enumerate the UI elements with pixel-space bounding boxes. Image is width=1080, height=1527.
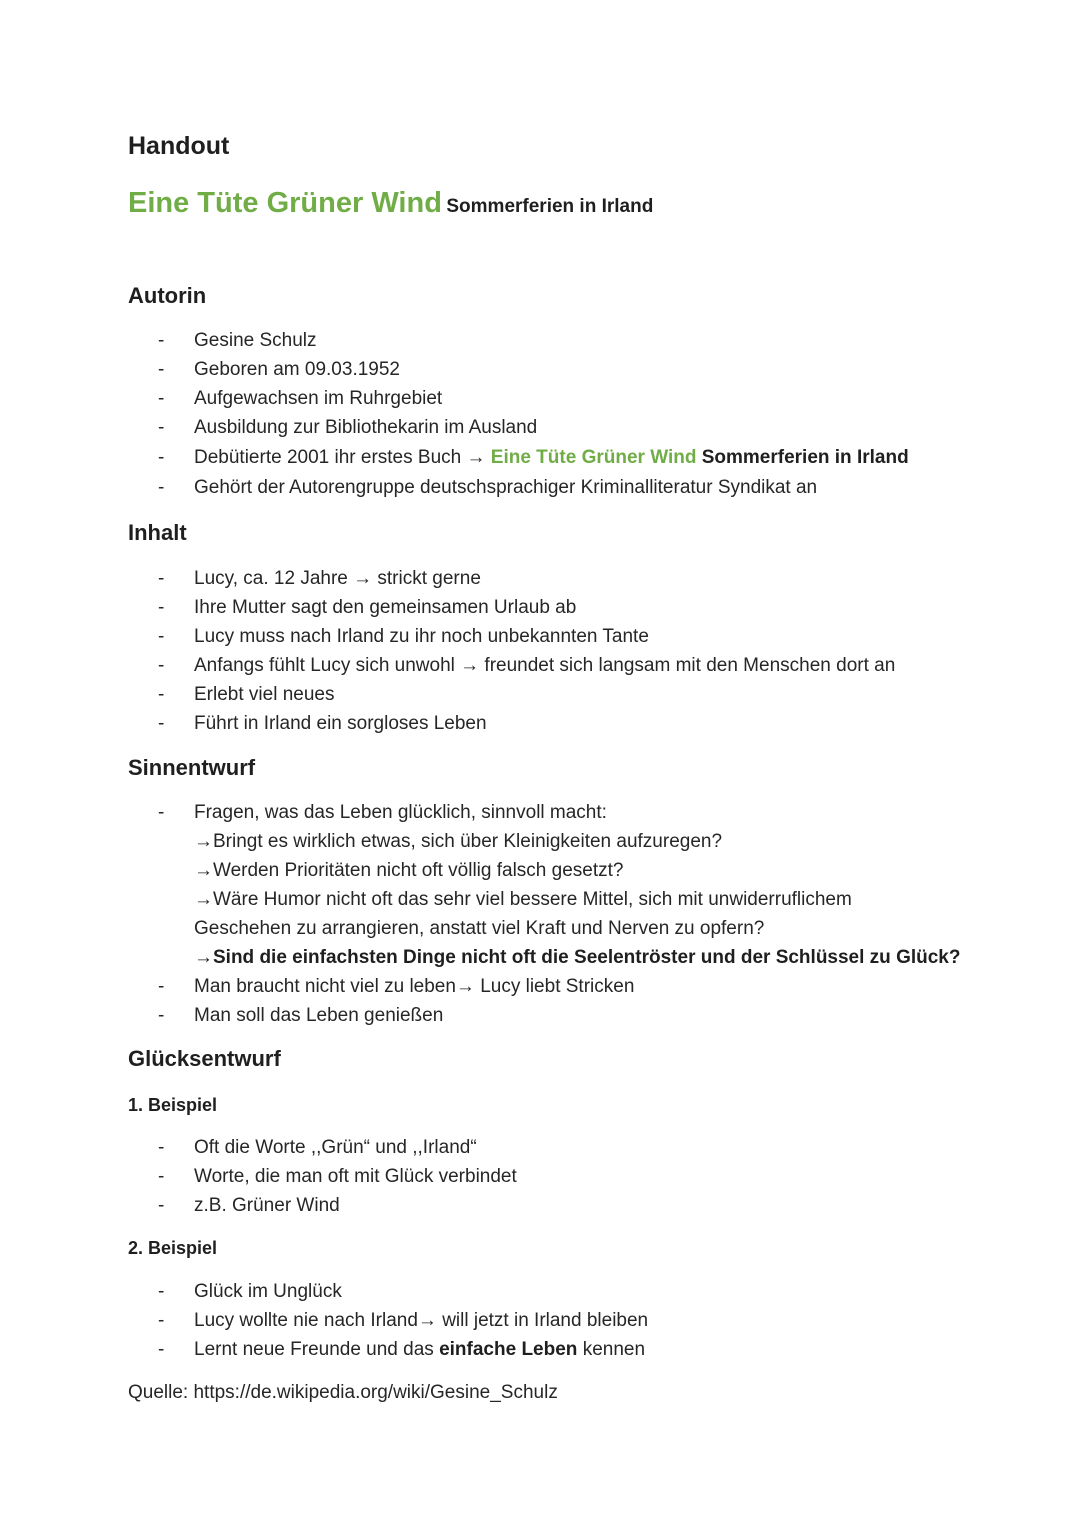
list-item: - Führt in Irland ein sorgloses Leben	[158, 713, 487, 734]
list-item: - Worte, die man oft mit Glück verbindet	[158, 1166, 517, 1187]
section-heading-gluecksentwurf: Glücksentwurf	[128, 1046, 281, 1071]
book-subtitle: Sommerferien in Irland	[446, 196, 654, 217]
section-heading-inhalt: Inhalt	[128, 520, 187, 545]
list-item: - Lernt neue Freunde und das einfache Leben kennen	[158, 1339, 646, 1360]
list-item: - Gesine Schulz	[158, 330, 317, 351]
subheading-beispiel-1: 1. Beispiel	[128, 1095, 218, 1115]
list-item: - Man braucht nicht viel zu leben→ Lucy liebt Stricken	[158, 976, 635, 997]
list-item-questions: - Fragen, was das Leben glücklich, sinnvoll macht: →Bringt es wirklich etwas, sich über Kleinigkeiten aufzuregen? →Werden Prioritäten nicht oft völlig falsch gesetzt? →Wäre Humor nicht oft das sehr viel bessere Mittel, sich mit unwiderruflichem Geschehen zu arrangieren, anstatt viel Kraft und Nerven zu opfern? →Sind die einfachsten Dinge nicht oft die Seelentröster und der Schlüssel zu Glück?	[128, 798, 1028, 972]
subheading-beispiel-2: 2. Beispiel	[128, 1238, 218, 1258]
list-item: - Gehört der Autorengruppe deutschsprachiger Kriminalliteratur Syndikat an	[158, 477, 818, 498]
page-title: Handout	[128, 132, 230, 160]
list-item: - Lucy, ca. 12 Jahre → strickt gerne	[158, 568, 481, 589]
inhalt-list	[128, 564, 1028, 738]
list-item: - Oft die Worte ,,Grün“ und ,,Irland“	[158, 1137, 477, 1158]
source-citation: Quelle: https://de.wikipedia.org/wiki/Gesine_Schulz	[128, 1382, 558, 1403]
section-heading-sinnentwurf: Sinnentwurf	[128, 755, 256, 780]
list-item: - Erlebt viel neues	[158, 684, 335, 705]
list-item: - Lucy wollte nie nach Irland→ will jetzt in Irland bleiben	[158, 1310, 649, 1331]
book-subtitle-inline: Sommerferien in Irland	[701, 447, 909, 468]
section-heading-autorin: Autorin	[128, 283, 207, 308]
list-item: - z.B. Grüner Wind	[158, 1195, 340, 1216]
list-item: - Debütierte 2001 ihr erstes Buch → Eine Tüte Grüner Wind Sommerferien in Irland	[158, 447, 909, 468]
beispiel-1-list	[128, 1133, 1028, 1220]
book-title: Eine Tüte Grüner Wind	[128, 187, 442, 219]
book-title-inline: Eine Tüte Grüner Wind	[490, 447, 697, 468]
list-item: - Aufgewachsen im Ruhrgebiet	[158, 388, 443, 409]
list-item: - Anfangs fühlt Lucy sich unwohl → freundet sich langsam mit den Menschen dort an	[158, 655, 896, 676]
bold-question: →Sind die einfachsten Dinge nicht oft die Seelentröster und der Schlüssel zu Glück?	[194, 947, 961, 968]
book-title-line	[128, 183, 653, 228]
beispiel-2-list	[128, 1277, 1028, 1364]
list-item: - Glück im Unglück	[158, 1281, 342, 1302]
list-item: - Man soll das Leben genießen	[158, 1005, 444, 1026]
list-item: - Geboren am 09.03.1952	[158, 359, 400, 380]
sinnentwurf-list	[128, 798, 1028, 1030]
list-item: - Ausbildung zur Bibliothekarin im Ausland	[158, 417, 538, 438]
autorin-list	[128, 326, 1028, 502]
list-item: - Ihre Mutter sagt den gemeinsamen Urlaub ab	[158, 597, 577, 618]
list-item: - Lucy muss nach Irland zu ihr noch unbekannten Tante	[158, 626, 649, 647]
